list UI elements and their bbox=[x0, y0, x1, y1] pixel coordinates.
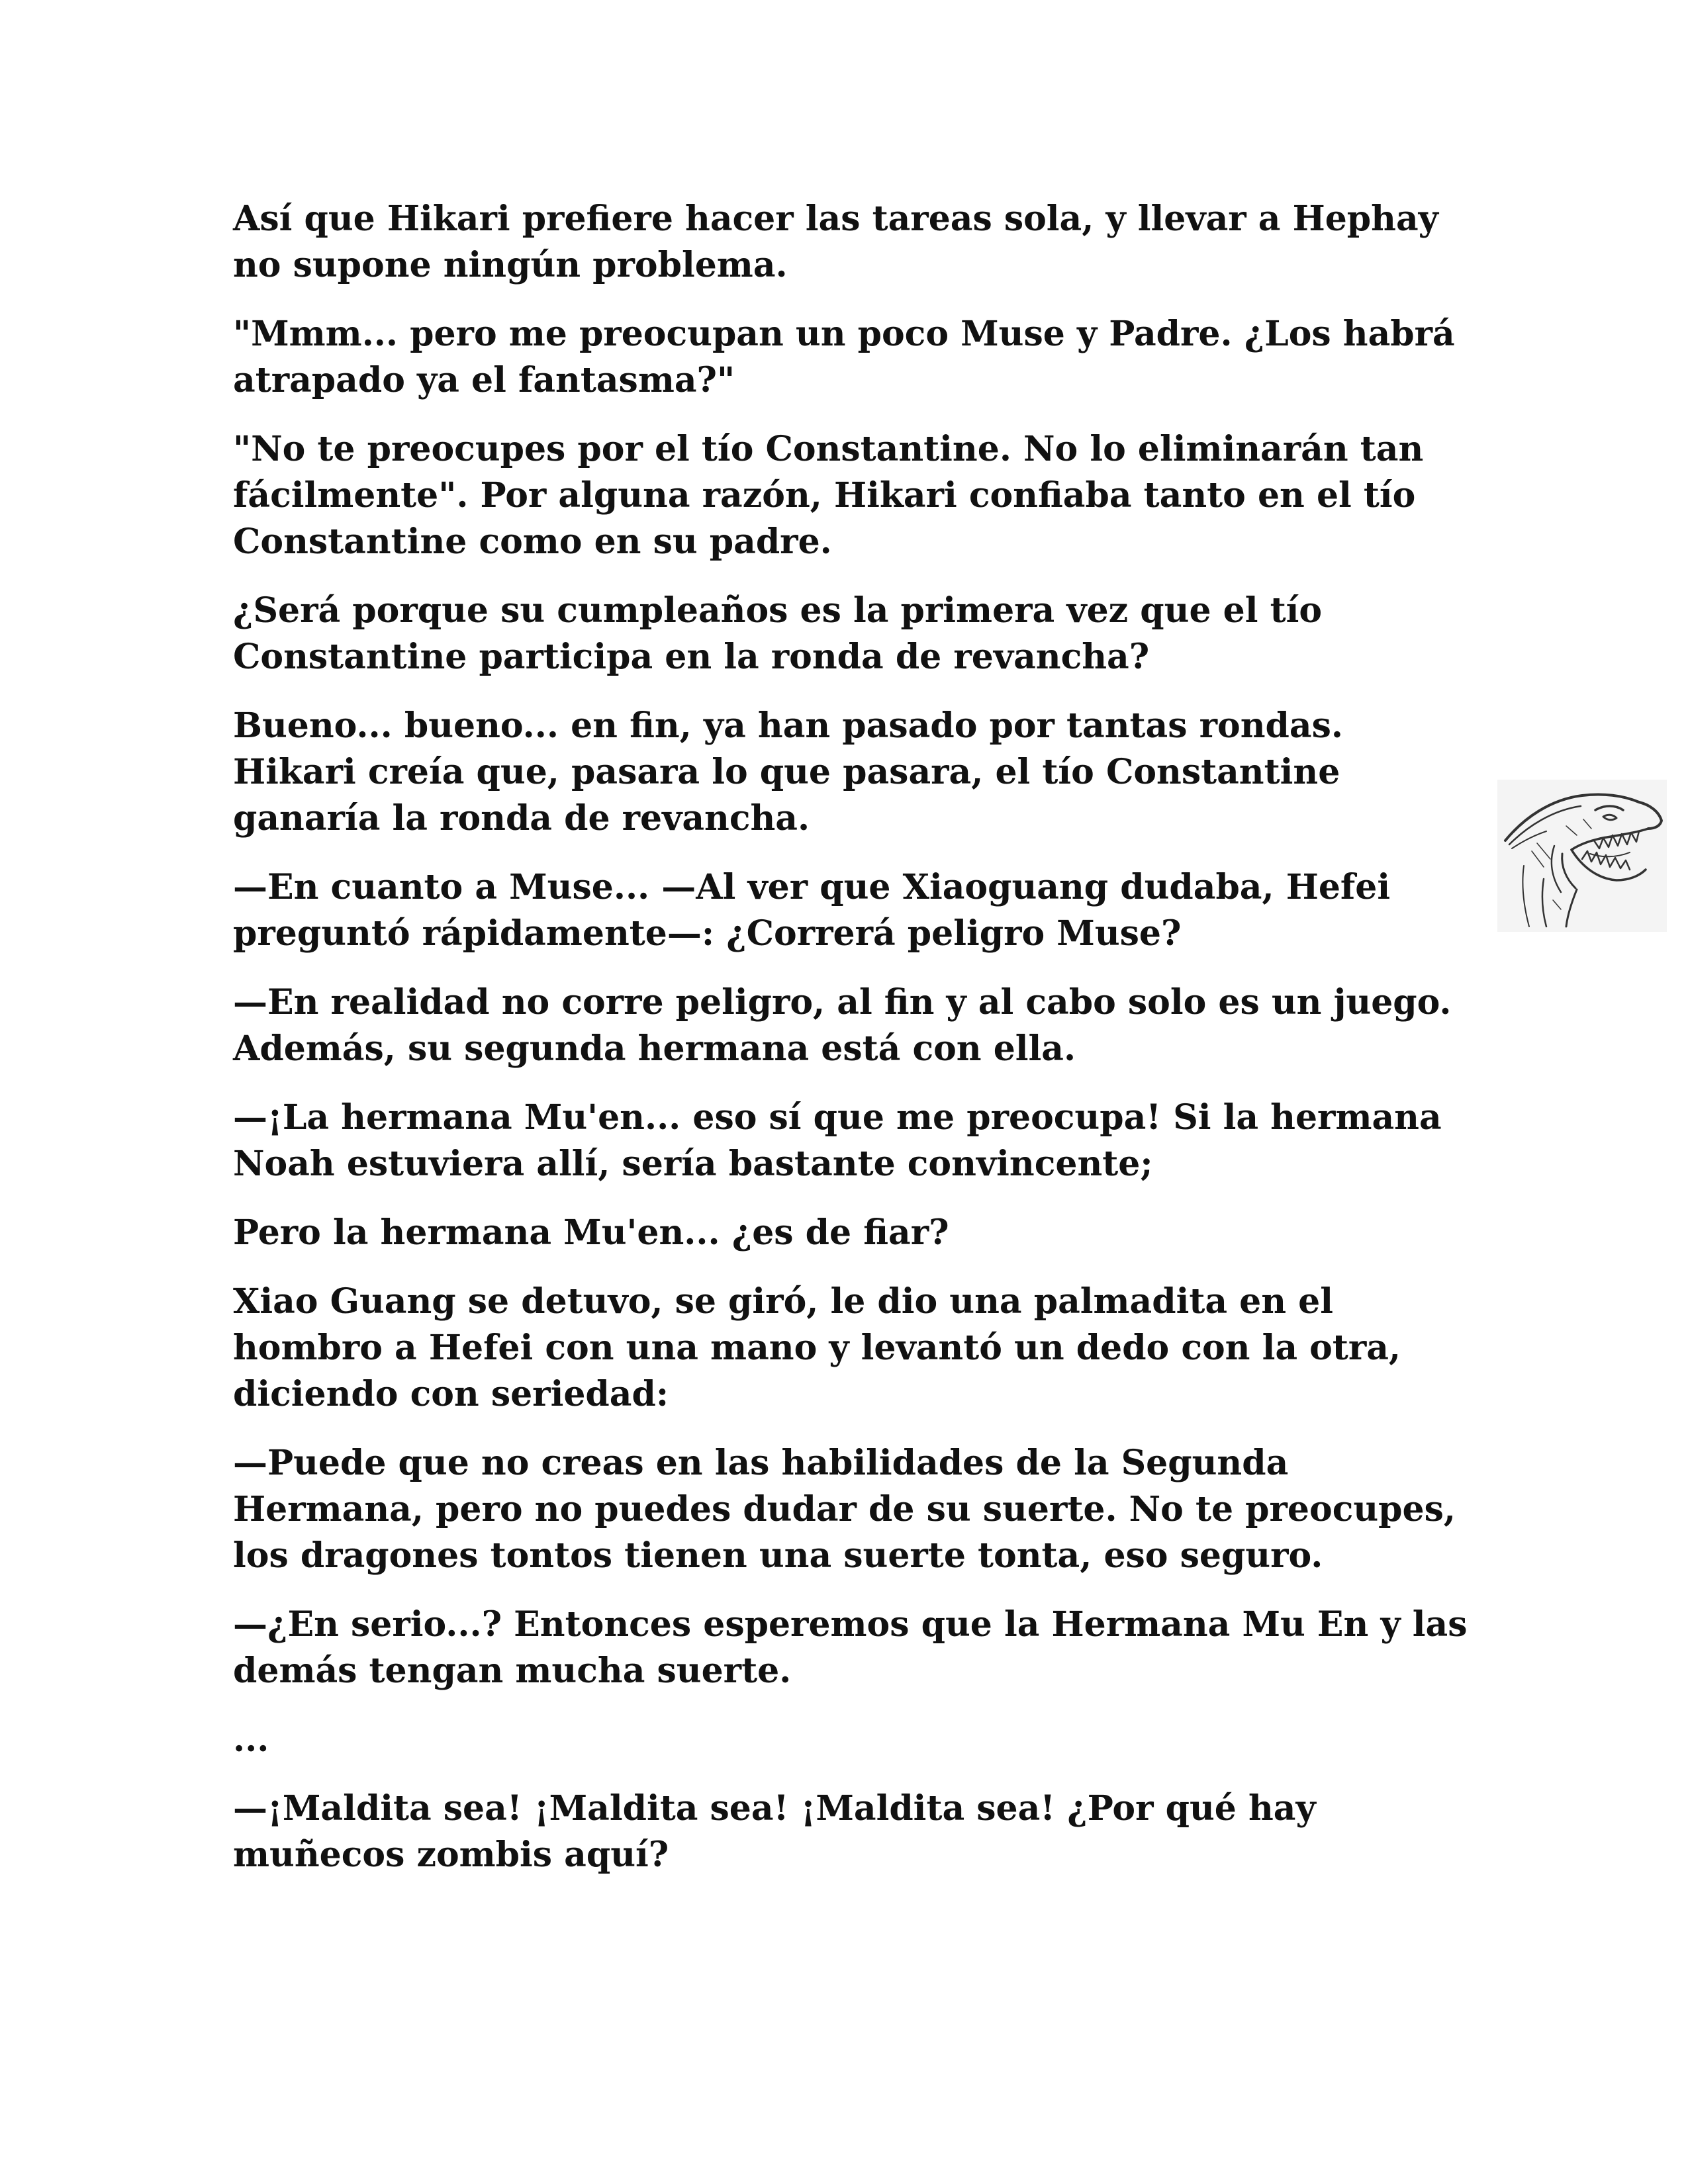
paragraph: —En cuanto a Muse... —Al ver que Xiaoguang dudaba, Hefei preguntó rápidamente—: ¿Correrá peligro Muse? bbox=[233, 867, 1391, 954]
paragraph: ... bbox=[233, 1719, 269, 1760]
paragraph: "No te preocupes por el tío Constantine. No lo eliminarán tan fácilmente". Por alguna razón, Hikari confiaba tanto en el tío Constantine como en su padre. bbox=[233, 429, 1424, 562]
paragraph: Bueno... bueno... en fin, ya han pasado por tantas rondas. Hikari creía que, pasara lo que pasara, el tío Constantine ganaría la ronda de revancha. bbox=[233, 705, 1343, 839]
paragraph: Xiao Guang se detuvo, se giró, le dio una palmadita en el hombro a Hefei con una mano y levantó un dedo con la otra, diciendo con seriedad: bbox=[233, 1281, 1401, 1414]
paragraph: —¡Maldita sea! ¡Maldita sea! ¡Maldita sea! ¿Por qué hay muñecos zombis aquí? bbox=[233, 1788, 1316, 1875]
paragraph: Así que Hikari prefiere hacer las tareas sola, y llevar a Hephay no supone ningún problema. bbox=[233, 199, 1438, 285]
paragraph: ¿Será porque su cumpleaños es la primera vez que el tío Constantine participa en la ronda de revancha? bbox=[233, 590, 1323, 677]
paragraph: —Puede que no creas en las habilidades de la Segunda Hermana, pero no puedes dudar de su suerte. No te preocupes, los dragones tontos tienen una suerte tonta, eso seguro. bbox=[233, 1443, 1456, 1576]
body-text bbox=[233, 196, 1477, 1901]
paragraph: —¿En serio...? Entonces esperemos que la Hermana Mu En y las demás tengan mucha suerte. bbox=[233, 1604, 1468, 1691]
dinosaur-sketch-icon bbox=[1497, 780, 1667, 932]
paragraph: "Mmm... pero me preocupan un poco Muse y Padre. ¿Los habrá atrapado ya el fantasma?" bbox=[233, 314, 1455, 400]
paragraph: Pero la hermana Mu'en... ¿es de fiar? bbox=[233, 1212, 949, 1253]
paragraph: —En realidad no corre peligro, al fin y al cabo solo es un juego. Además, su segunda hermana está con ella. bbox=[233, 982, 1452, 1069]
paragraph: —¡La hermana Mu'en... eso sí que me preocupa! Si la hermana Noah estuviera allí, sería bastante convincente; bbox=[233, 1097, 1442, 1184]
